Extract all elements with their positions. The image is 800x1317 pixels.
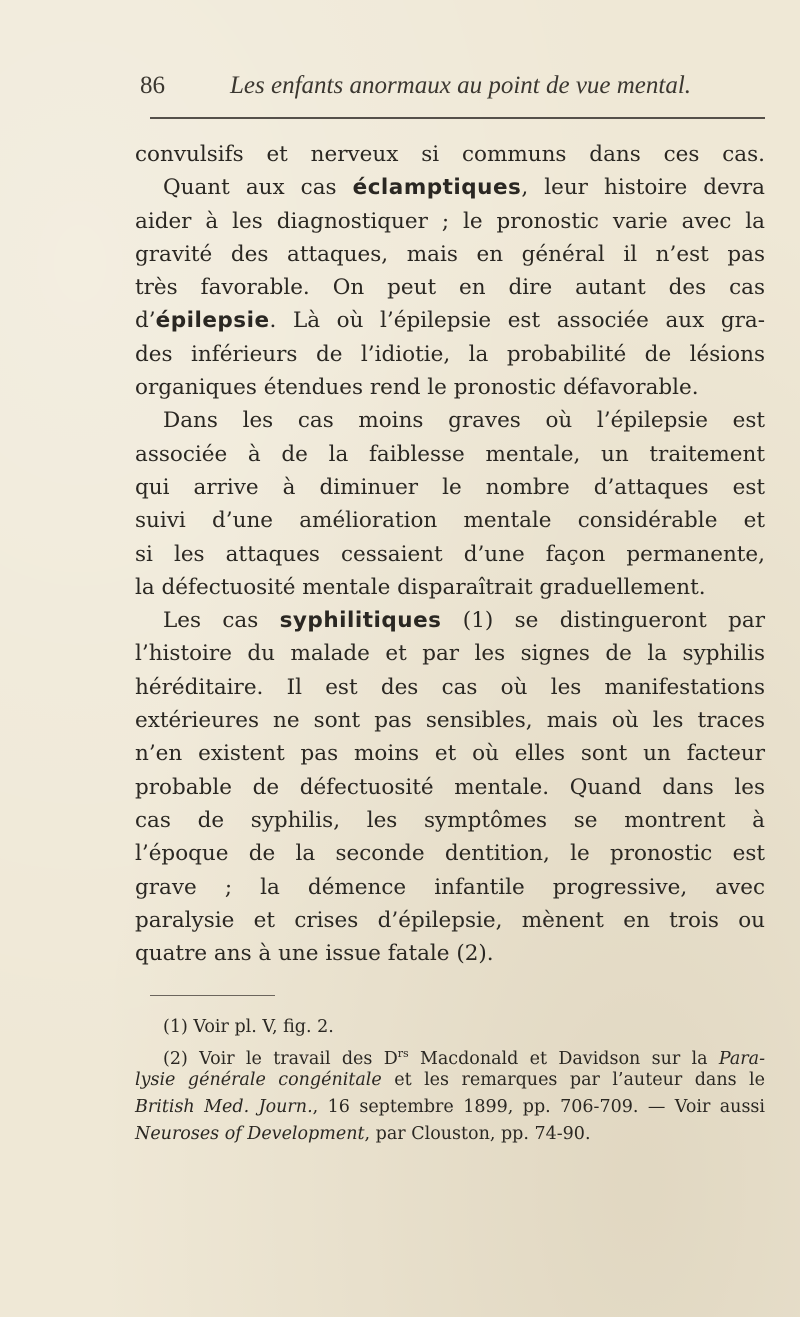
emphasis: éclamptiques <box>352 175 522 201</box>
text-line: convulsifs et nerveux si communs dans ces cas. <box>135 142 765 167</box>
text-line: si les attaques cessaient d’une façon permanente, <box>135 541 765 567</box>
text-line: quatre ans à une issue fatale (2). <box>135 941 494 967</box>
footnote-2: (2) Voir le travail des $D^{rs}$ Macdonald et Davidson sur la Para- <box>163 1046 765 1069</box>
footnote-line: British Med. Journ., 16 septembre 1899, pp. 706-709. — Voir aussi <box>135 1097 766 1118</box>
text-line: associée à de la faiblesse mentale, un traitement <box>135 441 765 467</box>
footnotes <box>135 1014 765 1147</box>
header-rule <box>150 117 765 119</box>
text-line: gravité des attaques, mais en général il n’est pas <box>135 241 765 267</box>
text-line: extérieures ne sont pas sensibles, mais où les traces <box>135 708 765 734</box>
text-line: qui arrive à diminuer le nombre d’attaques est <box>135 474 765 500</box>
text-line: des inférieurs de l’idiotie, la probabilité de lésions <box>135 341 765 367</box>
text-line: l’époque de la seconde dentition, le pronostic est <box>135 841 765 867</box>
emphasis: syphilitiques <box>279 608 442 634</box>
emphasis: épilepsie <box>155 308 270 334</box>
footnote-line: Neuroses of Development, par Clouston, pp. 74-90. <box>135 1123 591 1144</box>
text-line: d’épilepsie. Là où l’épilepsie est associée aux gra- <box>135 308 765 334</box>
text-line: Quant aux cas éclamptiques, leur histoire devra <box>163 175 765 201</box>
text-line: Dans les cas moins graves où l’épilepsie est <box>163 408 765 434</box>
text-line: Les cas syphilitiques (1) se distingueront par <box>163 608 765 634</box>
footnote-1: (1) Voir pl. V, fig. 2. <box>163 1017 334 1037</box>
text-line: grave ; la démence infantile progressive, avec <box>135 874 765 900</box>
footnote-rule <box>150 995 275 996</box>
text-line: l’histoire du malade et par les signes de la syphilis <box>135 641 765 667</box>
footnote-line: lysie générale congénitale et les remarques par l’auteur dans le <box>135 1070 765 1091</box>
body-text <box>135 138 765 970</box>
text-line: aider à les diagnostiquer ; le pronostic varie avec la <box>135 208 765 234</box>
text-line: cas de syphilis, les symptômes se montrent à <box>135 807 765 833</box>
text-line: probable de défectuosité mentale. Quand dans les <box>135 774 765 800</box>
page-number: 86 <box>140 72 165 99</box>
text-line: paralysie et crises d’épilepsie, mènent en trois ou <box>135 907 765 933</box>
text-line: héréditaire. Il est des cas où les manifestations <box>135 674 765 700</box>
text-line: n’en existent pas moins et où elles sont un facteur <box>135 741 765 767</box>
text-line: suivi d’une amélioration mentale considérable et <box>135 508 765 534</box>
text-line: très favorable. On peut en dire autant des cas <box>135 275 765 301</box>
text-line: organiques étendues rend le pronostic défavorable. <box>135 375 699 401</box>
text-line: la défectuosité mentale disparaîtrait graduellement. <box>135 574 706 600</box>
running-title: Les enfants anormaux au point de vue mental. <box>230 72 692 99</box>
